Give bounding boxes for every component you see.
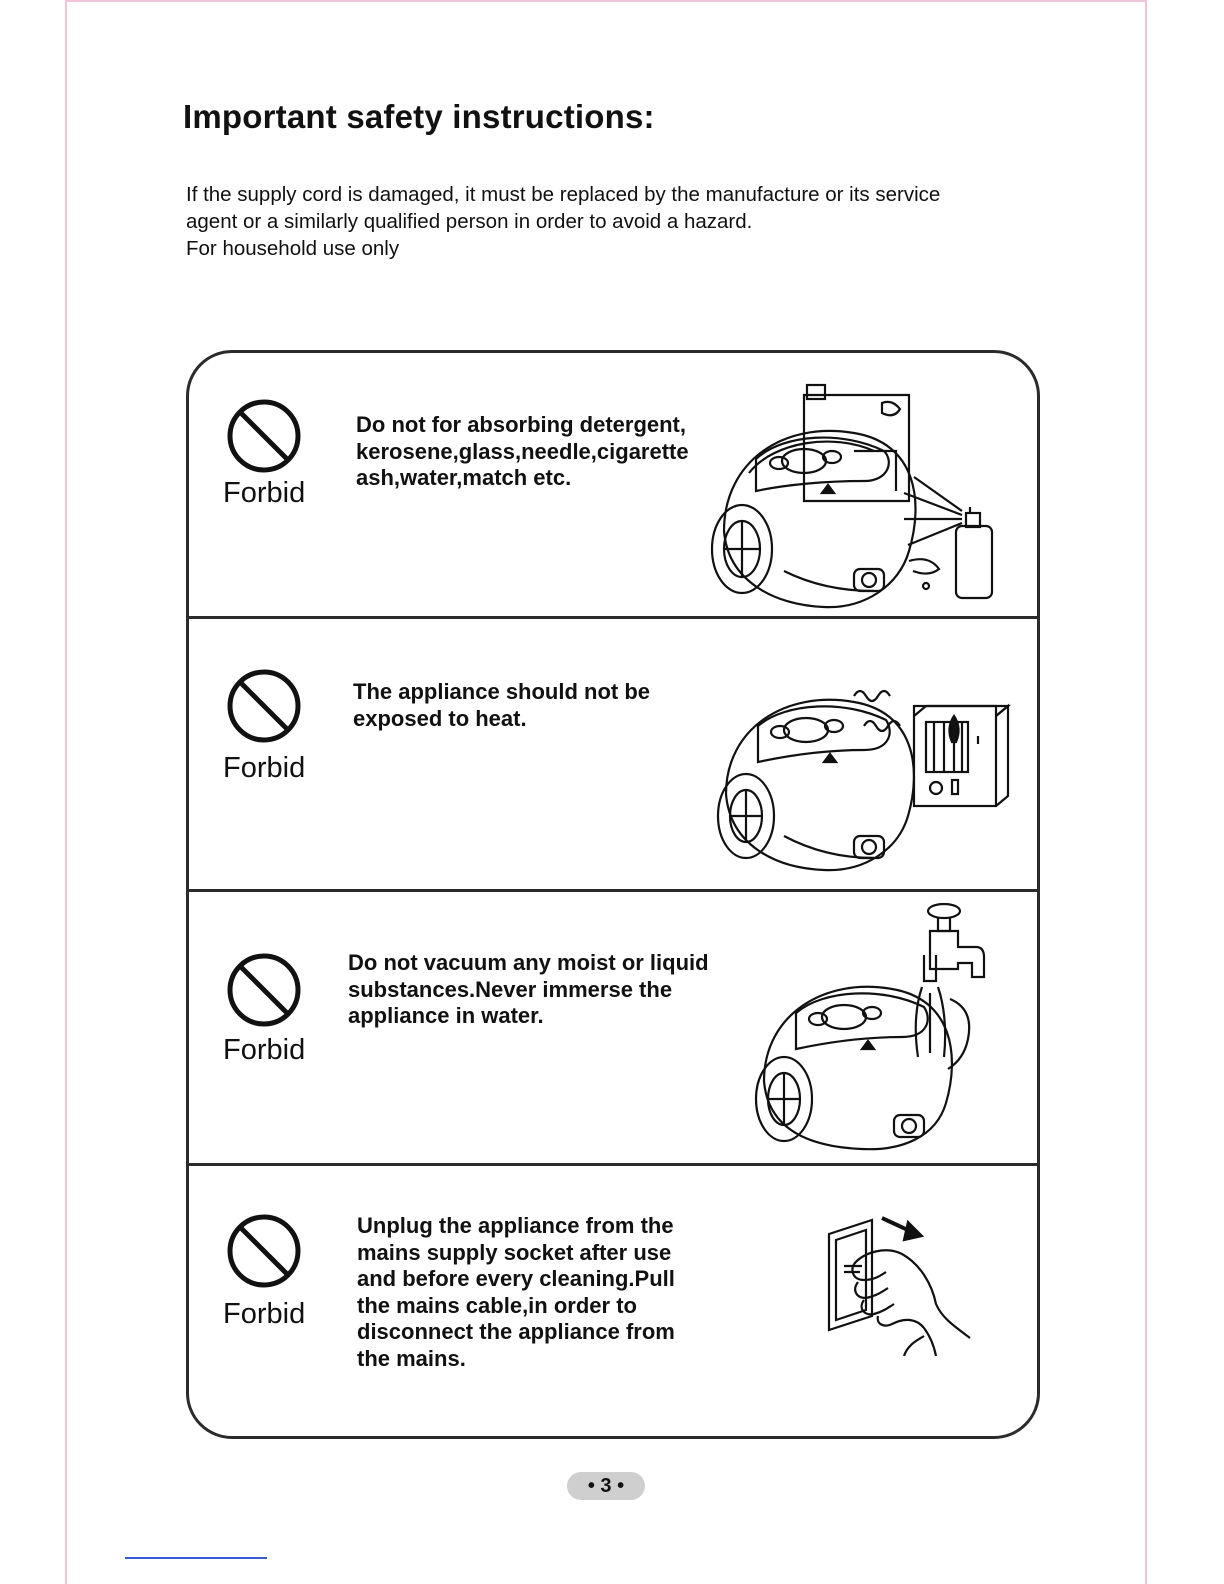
warnings-frame <box>186 350 1040 1439</box>
intro-line: For household use only <box>186 237 400 260</box>
prohibition-icon <box>226 398 302 474</box>
warning-text <box>357 1213 675 1372</box>
vacuum-under-tap-illustration <box>754 903 994 1153</box>
hand-unplugging-socket-illustration <box>824 1206 974 1356</box>
page-right-edge <box>1145 0 1147 1584</box>
forbid-label: Forbid <box>223 752 306 784</box>
warning-line: Do not vacuum any moist or liquid <box>348 950 709 975</box>
warning-line: the mains cable,in order to <box>357 1292 637 1318</box>
page-top-edge <box>65 0 1147 2</box>
warning-line: disconnect the appliance from <box>357 1319 675 1344</box>
warning-line: Unplug the appliance from the <box>357 1213 674 1238</box>
warning-row-2 <box>189 616 1037 892</box>
warning-line: appliance in water. <box>348 1003 544 1028</box>
warning-row-4 <box>189 1166 1037 1439</box>
forbid-label: Forbid <box>223 477 306 509</box>
prohibition-icon <box>226 952 302 1028</box>
page-number: • 3 • <box>567 1472 645 1500</box>
intro-line: agent or a similarly qualified person in order to avoid a hazard. <box>186 210 753 233</box>
warning-line: ash,water,match etc. <box>356 465 572 490</box>
page-title: Important safety instructions: <box>183 98 655 135</box>
warning-text <box>353 679 650 732</box>
warning-line: and before every cleaning.Pull <box>357 1266 675 1291</box>
warning-line: exposed to heat. <box>353 705 527 731</box>
warning-text <box>356 412 689 492</box>
footer-link-line <box>125 1557 267 1559</box>
warning-row-3 <box>189 889 1037 1166</box>
prohibition-icon <box>226 668 302 744</box>
page-left-edge <box>65 0 67 1584</box>
intro-paragraph <box>186 181 1086 262</box>
prohibition-icon <box>226 1213 302 1289</box>
forbid-label: Forbid <box>223 1298 306 1330</box>
intro-line: If the supply cord is damaged, it must be replaced by the manufacture or its service <box>186 183 941 206</box>
warning-row-1 <box>189 353 1037 619</box>
warning-line: kerosene,glass,needle,cigarette <box>356 438 689 464</box>
warning-line: the mains. <box>357 1345 466 1371</box>
warning-line: The appliance should not be <box>353 679 651 704</box>
warning-line: Do not for absorbing detergent, <box>356 412 686 437</box>
vacuum-with-detergent-and-spray-illustration <box>704 381 1004 613</box>
warning-line: substances.Never immerse the <box>348 976 673 1002</box>
warning-line: mains supply socket after use <box>357 1239 672 1265</box>
vacuum-near-heater-illustration <box>714 676 1014 876</box>
forbid-label: Forbid <box>223 1034 306 1066</box>
warning-text <box>348 950 709 1030</box>
